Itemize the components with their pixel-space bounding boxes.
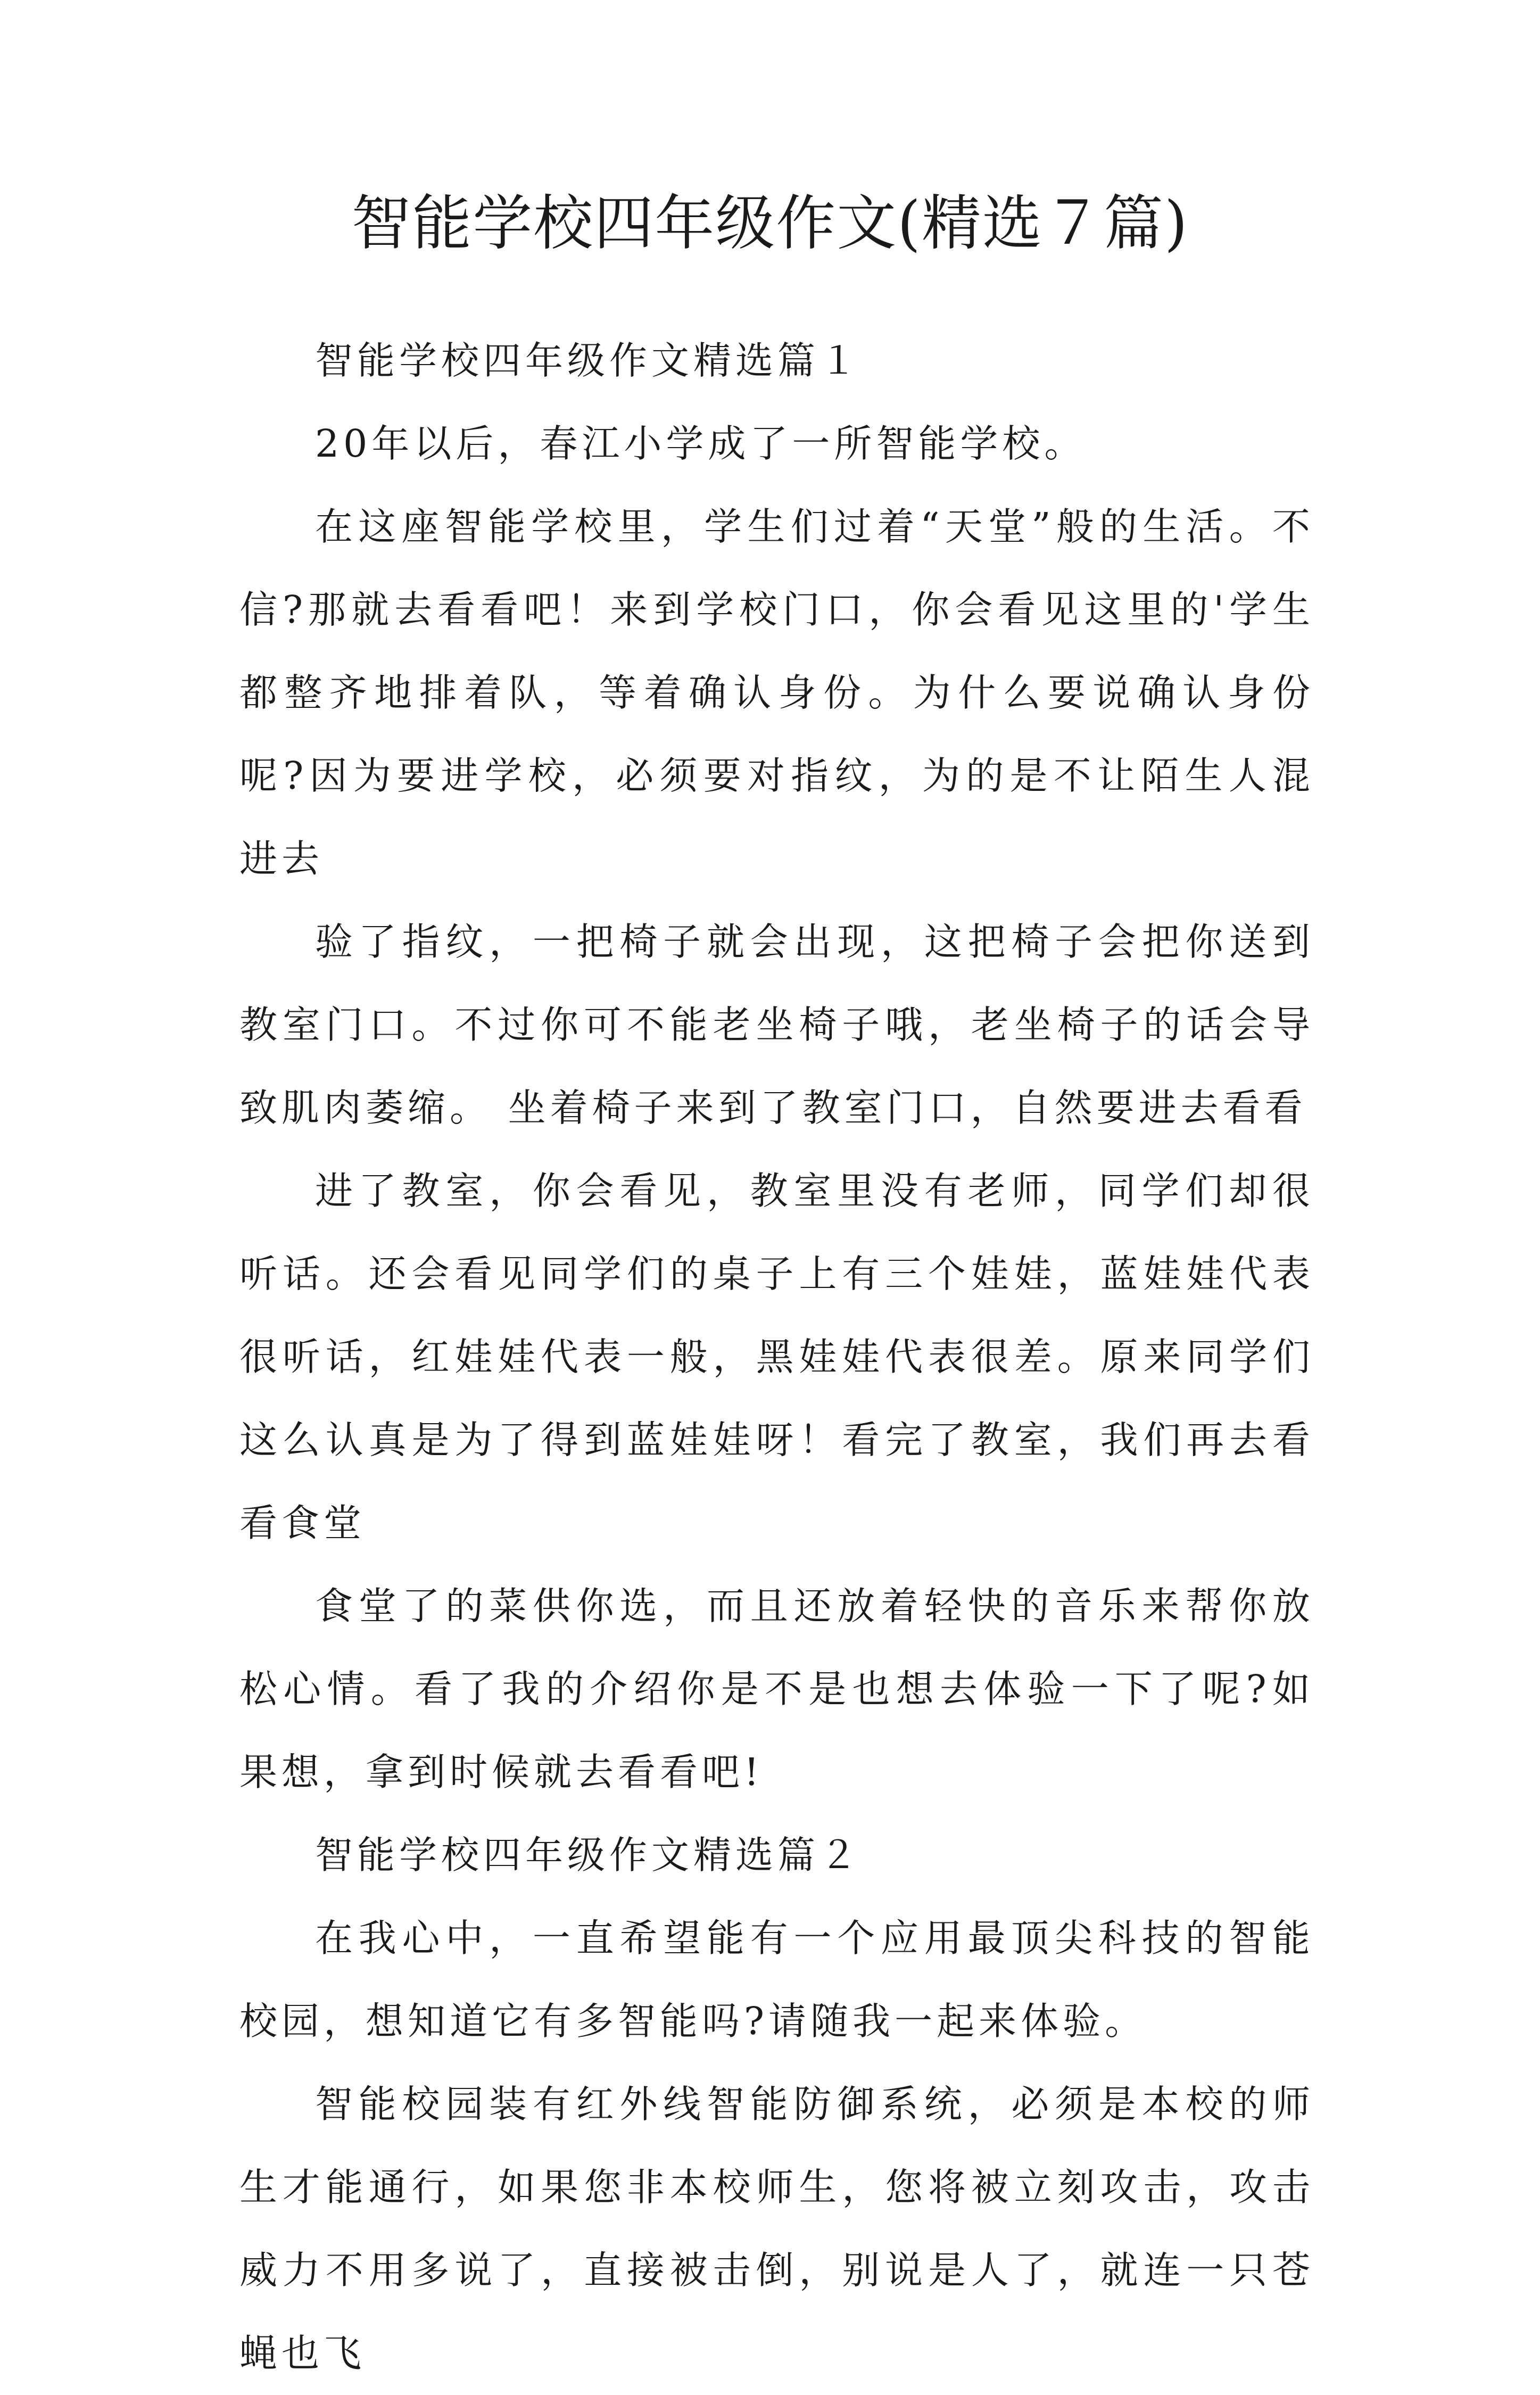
paragraph: 20年以后，春江小学成了一所智能学校。 — [315, 422, 1087, 466]
paragraph: 在我心中，一直希望能有一个应用最顶尖科技的智能校园，想知道它有多智能吗?请随我一起来体验。 — [239, 1916, 1314, 2043]
section-heading-2: 智能学校四年级作文精选篇２ — [315, 1833, 862, 1877]
document-body — [239, 319, 1314, 2395]
paragraph: 智能校园装有红外线智能防御系统，必须是本校的师生才能通行，如果您非本校师生，您将被立刻攻击，攻击威力不用多说了，直接被击倒，别说是人了，就连一只苍蝇也飞 — [239, 2082, 1314, 2375]
document-title: 智能学校四年级作文(精选７篇) — [351, 189, 1189, 258]
paragraph: 在这座智能学校里，学生们过着“天堂”般的生活。不信?那就去看看吧！来到学校门口，你会看见这里的'学生都整齐地排着队，等着确认身份。为什么要说确认身份呢?因为要进学校，必须要对指纹，为的是不让陌生人混进去 — [239, 505, 1314, 881]
paragraph: 验了指纹，一把椅子就会出现，这把椅子会把你送到教室门口。不过你可不能老坐椅子哦，老坐椅子的话会导致肌肉萎缩。 坐着椅子来到了教室门口，自然要进去看看 — [239, 920, 1314, 1130]
section-heading-1: 智能学校四年级作文精选篇１ — [315, 338, 862, 383]
paragraph: 进了教室，你会看见，教室里没有老师，同学们却很听话。还会看见同学们的桌子上有三个娃娃，蓝娃娃代表很听话，红娃娃代表一般，黑娃娃代表很差。原来同学们这么认真是为了得到蓝娃娃呀！看完了教室，我们再去看看食堂 — [239, 1169, 1314, 1545]
paragraph: 食堂了的菜供你选，而且还放着轻快的音乐来帮你放松心情。看了我的介绍你是不是也想去体验一下了呢?如果想，拿到时候就去看看吧! — [239, 1584, 1314, 1794]
